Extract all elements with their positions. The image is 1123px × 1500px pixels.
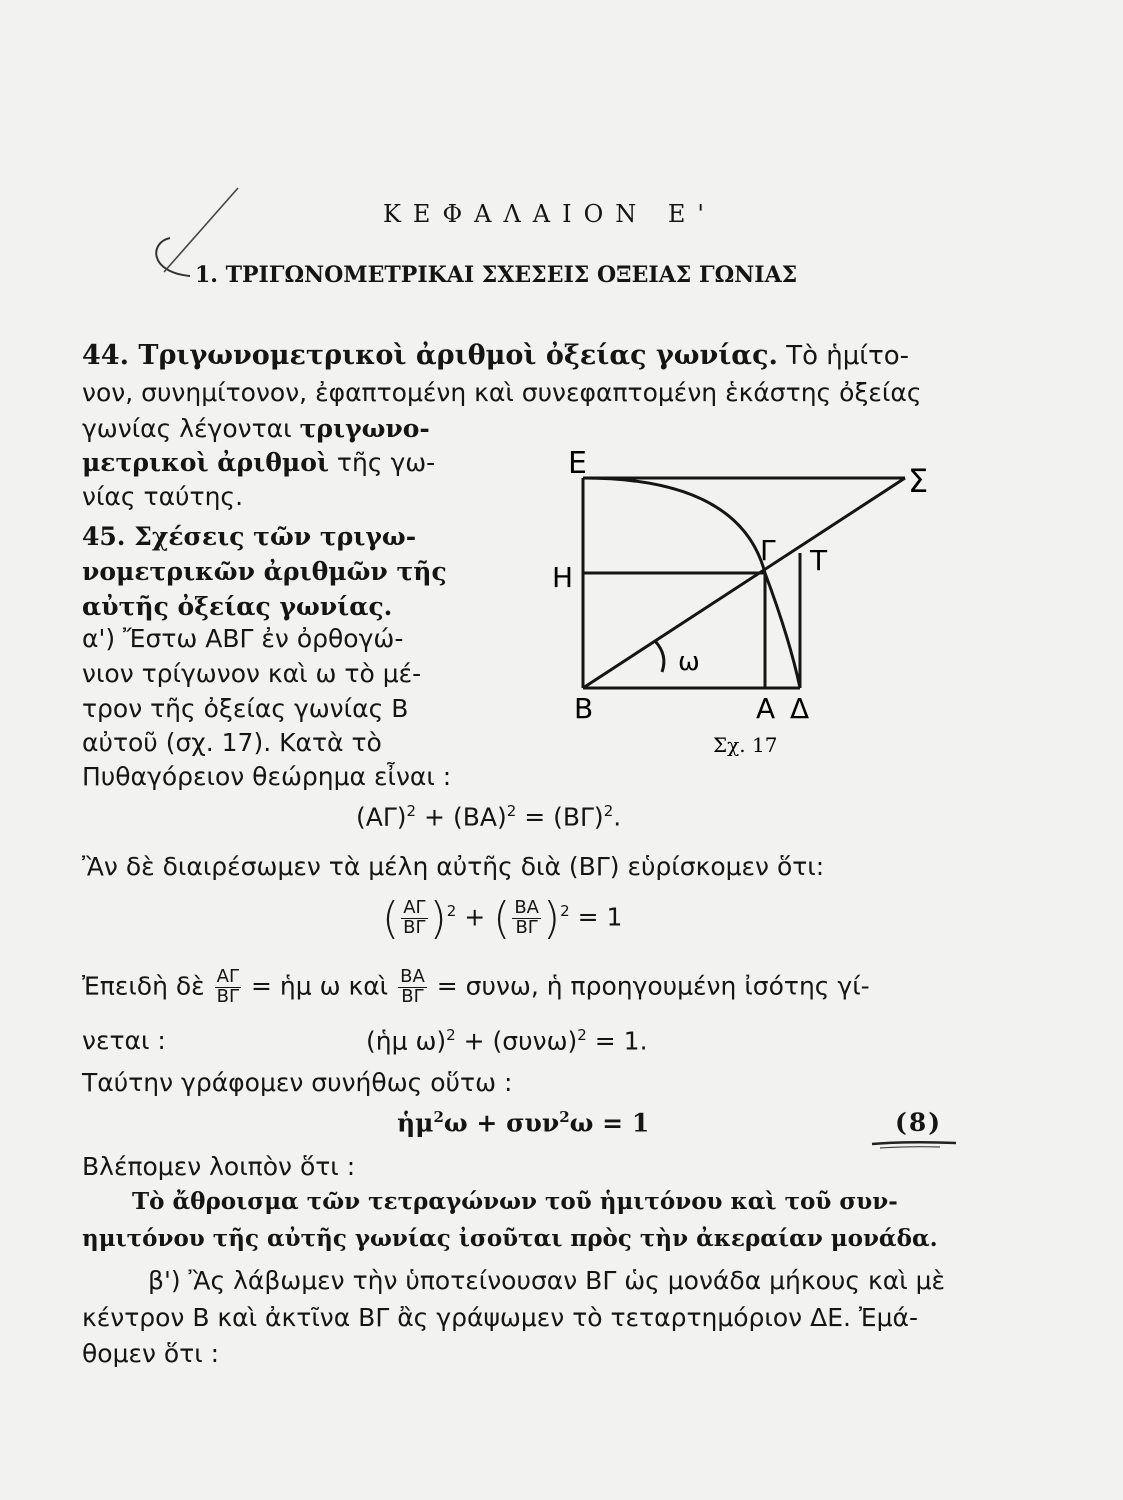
line-divide: Ἂν δὲ διαιρέσωμεν τὰ μέλη αὐτῆς διὰ (ΒΓ) εὑρίσκομεν ὅτι: bbox=[82, 852, 825, 881]
paragraph-44-line-3: γωνίας λέγονται τριγωνο- bbox=[82, 414, 430, 443]
paragraph-44-line-1: 44. Τριγωνομετρικοὶ ἀριθμοὶ ὀξείας γωνίας. Τὸ ἡμίτο- bbox=[82, 340, 910, 371]
line-since: Ἐπειδὴ δὲ $\frac{A\Gamma}{B\Gamma}$ = ἡμ ω καὶ $\frac{BA}{B\Gamma}$ = συνω, ἡ προηγουμένη ἰσότης γί- bbox=[82, 966, 870, 1007]
paragraph-45-heading-line-3: αὐτῆς ὀξείας γωνίας. bbox=[82, 592, 393, 621]
paragraph-45-line-1: α') Ἔστω ΑΒΓ ἐν ὀρθογώ- bbox=[82, 624, 404, 653]
line-see: Βλέπομεν λοιπὸν ὅτι : bbox=[82, 1152, 356, 1181]
angle-arc bbox=[655, 641, 664, 672]
paragraph-45-line-2: νιον τρίγωνον καὶ ω τὸ μέ- bbox=[82, 659, 422, 688]
line-becomes-label: νεται : bbox=[82, 1026, 166, 1055]
equation-pythagorean: $(A\Gamma)^2 + (BA)^2 = (B\Gamma)^2$. bbox=[356, 802, 622, 832]
label-B: Β bbox=[574, 692, 594, 725]
chapter-title: ΚΕΦΑΛΑΙΟΝ Ε' bbox=[383, 200, 717, 228]
paragraph-45-heading-line-1: 45. Σχέσεις τῶν τριγω- bbox=[82, 522, 417, 551]
fraction-BA-BG: $\frac{BA}{B\Gamma}$ bbox=[514, 897, 539, 938]
label-A: Α bbox=[756, 692, 776, 725]
fraction-AG-BG-inline: $\frac{A\Gamma}{B\Gamma}$ bbox=[216, 966, 240, 1007]
line-write: Ταύτην γράφομεν συνήθως οὕτω : bbox=[82, 1068, 513, 1097]
paragraph-44-heading: 44. Τριγωνομετρικοὶ ἀριθμοὶ ὀξείας γωνίας. bbox=[82, 340, 778, 371]
label-H: Η bbox=[552, 561, 574, 594]
fraction-AG-BG: $\frac{A\Gamma}{B\Gamma}$ bbox=[403, 897, 426, 938]
equation-ratio: ( $\frac{A\Gamma}{B\Gamma}$ )$^2$ + ( $\frac{BA}{B\Gamma}$ )$^2$ = 1 bbox=[382, 893, 623, 944]
beta-line-3: θομεν ὅτι : bbox=[82, 1339, 220, 1368]
label-G: Γ bbox=[760, 534, 776, 567]
paragraph-44-line-5: νίας ταύτης. bbox=[82, 482, 244, 511]
figure-17 bbox=[545, 440, 965, 770]
label-S: Σ bbox=[908, 462, 929, 500]
equation-number: (8) bbox=[895, 1108, 943, 1137]
paragraph-45-line-5: Πυθαγόρειον θεώρημα εἶναι : bbox=[82, 762, 452, 791]
line-BS bbox=[583, 478, 905, 688]
paragraph-44-line-4: μετρικοὶ ἀριθμοὶ τῆς γω- bbox=[82, 448, 436, 477]
equation-sin-cos: (ἡμ $\omega)^2 + (\sigma\upsilon\nu\omega)^2 = 1$. bbox=[366, 1026, 648, 1056]
figure-caption: Σχ. 17 bbox=[713, 733, 778, 757]
paragraph-45-line-4: αὐτοῦ (σχ. 17). Κατὰ τὸ bbox=[82, 728, 382, 757]
equation-main-identity: ἡμ$^2$ω + συν$^2$ω = 1 bbox=[397, 1108, 650, 1138]
paragraph-44-line-2: νον, συνημίτονον, ἐφαπτομένη καὶ συνεφαπτομένη ἑκάστης ὀξείας bbox=[82, 378, 922, 407]
beta-line-1: β') Ἂς λάβωμεν τὴν ὑποτείνουσαν ΒΓ ὡς μονάδα μήκους καὶ μὲ bbox=[148, 1266, 946, 1295]
theorem-line-1: Τὸ ἄθροισμα τῶν τετραγώνων τοῦ ἡμιτόνου καὶ τοῦ συν- bbox=[132, 1188, 898, 1215]
label-omega: ω bbox=[678, 647, 700, 677]
label-E: Ε bbox=[568, 446, 587, 481]
theorem-line-2: ημιτόνου τῆς αὐτῆς γωνίας ἰσοῦται πρὸς τὴν ἀκεραίαν μονάδα. bbox=[82, 1225, 938, 1252]
section-title: 1. ΤΡΙΓΩΝΟΜΕΤΡΙΚΑΙ ΣΧΕΣΕΙΣ ΟΞΕΙΑΣ ΓΩΝΙΑΣ bbox=[195, 262, 798, 288]
label-D: Δ bbox=[790, 692, 810, 725]
beta-line-2: κέντρον Β καὶ ἀκτῖνα ΒΓ ἂς γράψωμεν τὸ τεταρτημόριον ΔΕ. Ἐμά- bbox=[82, 1303, 919, 1332]
label-T: Τ bbox=[810, 544, 828, 577]
paragraph-45-line-3: τρον τῆς ὀξείας γωνίας Β bbox=[82, 694, 409, 723]
paragraph-45-heading-line-2: νομετρικῶν ἀριθμῶν τῆς bbox=[82, 557, 447, 586]
fraction-BA-BG-inline: $\frac{BA}{B\Gamma}$ bbox=[400, 966, 425, 1007]
hand-underline bbox=[870, 1138, 960, 1152]
